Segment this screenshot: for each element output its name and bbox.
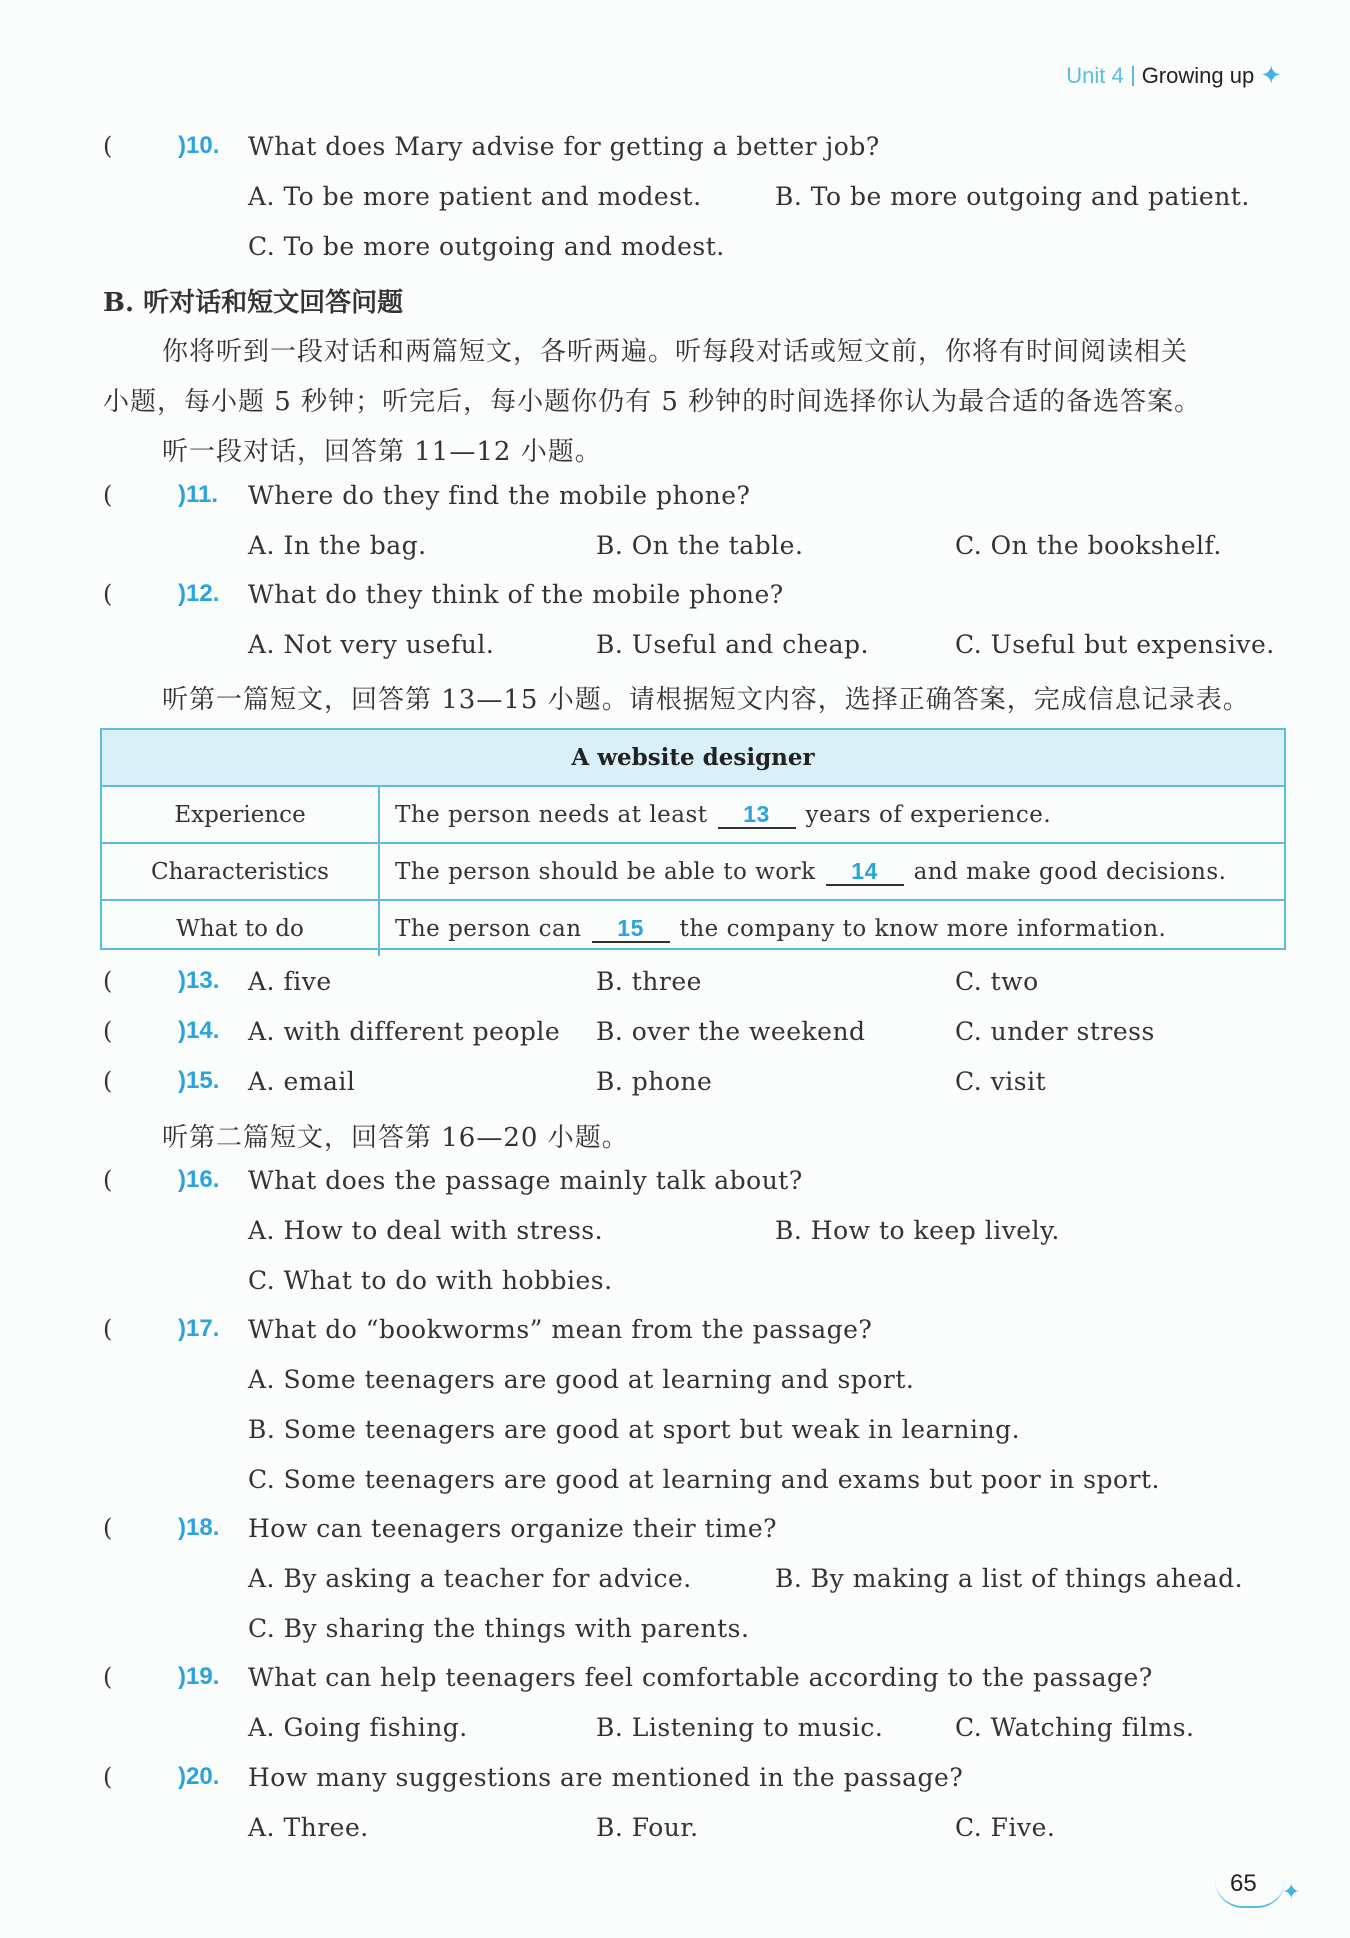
option-a: A. By asking a teacher for advice. <box>248 1564 692 1593</box>
answer-blank-13[interactable]: 13 <box>718 801 796 829</box>
option-c: C. visit <box>955 1067 1047 1096</box>
question-number: )12. <box>178 580 220 607</box>
option-c: C. On the bookshelf. <box>955 531 1222 560</box>
option-b: B. By making a list of things ahead. <box>775 1564 1244 1593</box>
option-c: C. under stress <box>955 1017 1155 1046</box>
option-b: B. Listening to music. <box>596 1713 884 1742</box>
table-row <box>102 787 1284 844</box>
row-content <box>380 787 1284 842</box>
answer-paren: ( <box>103 1663 113 1691</box>
answer-blank-14[interactable]: 14 <box>826 858 904 886</box>
answer-paren: ( <box>103 967 113 995</box>
question-number: )15. <box>178 1067 220 1094</box>
option-c: C. Some teenagers are good at learning and exams but poor in sport. <box>248 1465 1160 1494</box>
passage1-instruction: 听第一篇短文，回答第 13—15 小题。请根据短文内容，选择正确答案，完成信息记录表。 <box>162 685 1250 715</box>
answer-blank-15[interactable]: 15 <box>592 915 670 943</box>
unit-label: Unit 4 <box>1066 62 1124 88</box>
sparkle-icon: ✦ <box>1282 1880 1301 1905</box>
option-a: A. To be more patient and modest. <box>248 182 702 211</box>
answer-paren: ( <box>103 1763 113 1791</box>
option-a: A. Going fishing. <box>248 1713 468 1742</box>
question-text: What does the passage mainly talk about? <box>248 1166 803 1195</box>
question-number: )16. <box>178 1166 220 1193</box>
row-text-after: the company to know more information. <box>679 915 1167 942</box>
question-text: What do “bookworms” mean from the passage? <box>248 1315 873 1344</box>
table-row <box>102 844 1284 901</box>
question-text: How many suggestions are mentioned in the passage? <box>248 1763 964 1792</box>
row-text-after: and make good decisions. <box>913 858 1227 885</box>
option-a: A. Some teenagers are good at learning and sport. <box>248 1365 915 1394</box>
question-number: )13. <box>178 967 220 994</box>
option-b: B. How to keep lively. <box>775 1216 1060 1245</box>
option-c: C. By sharing the things with parents. <box>248 1614 750 1643</box>
question-number: )17. <box>178 1315 220 1342</box>
question-number: )11. <box>178 481 219 508</box>
option-c: C. To be more outgoing and modest. <box>248 232 725 261</box>
section-title: B. 听对话和短文回答问题 <box>103 288 404 318</box>
question-text: What does Mary advise for getting a better job? <box>248 132 880 161</box>
option-a: A. How to deal with stress. <box>248 1216 604 1245</box>
unit-title: Growing up <box>1141 62 1255 88</box>
option-a: A. with different people <box>248 1017 561 1046</box>
row-text-before: The person needs at least <box>395 801 708 828</box>
option-b: B. Useful and cheap. <box>596 630 869 659</box>
row-label: Experience <box>102 787 380 842</box>
table-row <box>102 901 1284 956</box>
row-label: What to do <box>102 901 380 956</box>
answer-paren: ( <box>103 1067 113 1095</box>
table-title: A website designer <box>102 730 1284 787</box>
option-a: A. five <box>248 967 332 996</box>
row-content <box>380 901 1284 956</box>
option-b: B. three <box>596 967 702 996</box>
question-text: Where do they find the mobile phone? <box>248 481 751 510</box>
row-text-before: The person can <box>395 915 582 942</box>
answer-paren: ( <box>103 1166 113 1194</box>
row-text-before: The person should be able to work <box>395 858 816 885</box>
question-text: How can teenagers organize their time? <box>248 1514 778 1543</box>
option-b: B. To be more outgoing and patient. <box>775 182 1250 211</box>
answer-paren: ( <box>103 1315 113 1343</box>
section-intro-line2: 小题，每小题 5 秒钟；听完后，每小题你仍有 5 秒钟的时间选择你认为最合适的备选答案。 <box>103 387 1202 417</box>
answer-paren: ( <box>103 1514 113 1542</box>
section-intro-line1: 你将听到一段对话和两篇短文，各听两遍。听每段对话或短文前，你将有时间阅读相关 <box>162 337 1189 367</box>
question-text: What can help teenagers feel comfortable according to the passage? <box>248 1663 1153 1692</box>
option-b: B. On the table. <box>596 531 804 560</box>
dialog-instruction: 听一段对话，回答第 11—12 小题。 <box>162 437 602 467</box>
option-c: C. Five. <box>955 1813 1056 1842</box>
option-c: C. Watching films. <box>955 1713 1195 1742</box>
option-b: B. phone <box>596 1067 713 1096</box>
answer-paren: ( <box>103 1017 113 1045</box>
option-b: B. Four. <box>596 1813 699 1842</box>
option-a: A. email <box>248 1067 356 1096</box>
question-number: )10. <box>178 132 220 159</box>
option-c: C. Useful but expensive. <box>955 630 1275 659</box>
row-text-after: years of experience. <box>805 801 1052 828</box>
row-content <box>380 844 1284 899</box>
running-header <box>1066 60 1282 91</box>
answer-paren: ( <box>103 580 113 608</box>
question-number: )18. <box>178 1514 220 1541</box>
header-divider <box>1132 66 1134 86</box>
option-b: B. Some teenagers are good at sport but weak in learning. <box>248 1415 1021 1444</box>
question-number: )19. <box>178 1663 220 1690</box>
option-c: C. What to do with hobbies. <box>248 1266 613 1295</box>
passage2-instruction: 听第二篇短文，回答第 16—20 小题。 <box>162 1123 629 1153</box>
question-text: What do they think of the mobile phone? <box>248 580 784 609</box>
option-a: A. In the bag. <box>248 531 427 560</box>
option-a: A. Not very useful. <box>248 630 495 659</box>
answer-paren: ( <box>103 132 113 160</box>
sparkle-icon: ✦ <box>1260 60 1282 90</box>
question-number: )14. <box>178 1017 220 1044</box>
page-number: 65 <box>1230 1870 1257 1897</box>
option-b: B. over the weekend <box>596 1017 866 1046</box>
info-record-table <box>100 728 1286 950</box>
option-a: A. Three. <box>248 1813 369 1842</box>
row-label: Characteristics <box>102 844 380 899</box>
answer-paren: ( <box>103 481 113 509</box>
option-c: C. two <box>955 967 1039 996</box>
question-number: )20. <box>178 1763 220 1790</box>
